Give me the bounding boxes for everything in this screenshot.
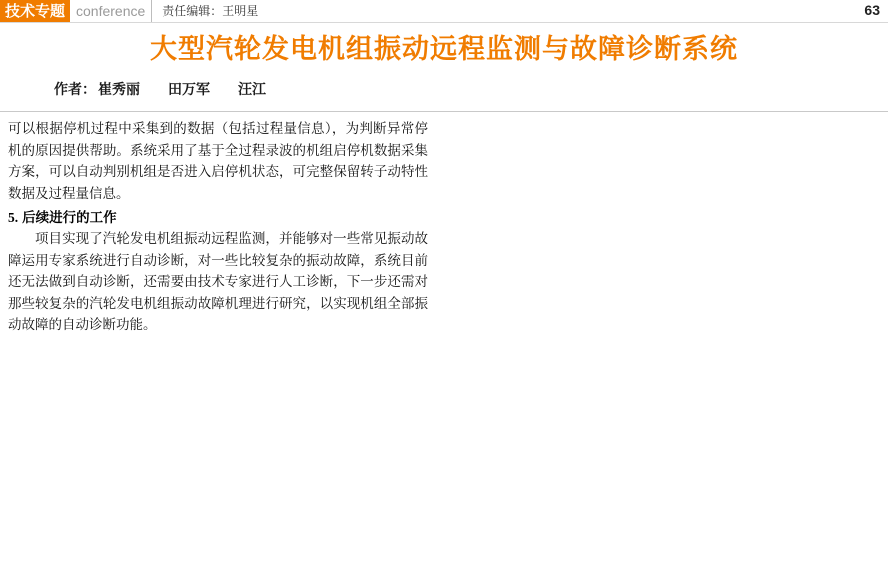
section-title: 后续进行的工作 — [22, 210, 117, 226]
section-number: 5. — [8, 210, 19, 225]
paragraph-2: 项目实现了汽轮发电机组振动远程监测，并能够对一些常见振动故障运用专家系统进行自动诊断，对一些比较复杂的振动故障，系统目前还无法做到自动诊断，还需要由技术专家进行人工诊断，下一步还需对那些较复杂的汽轮发电机组振动故障机理进行研究，以实现机组全部振动故障的自动诊断功能。 — [8, 231, 428, 333]
author-3: 汪江 — [238, 82, 266, 98]
paragraph-1: 可以根据停机过程中采集到的数据（包括过程量信息），为判断异常停机的原因提供帮助。系统采用了基于全过程录波的机组启停机数据采集方案，可以自动判别机组是否进入启停机状态，可完整保留转子动特性数据及过程量信息。 — [8, 121, 428, 202]
authors-row — [0, 79, 888, 99]
section-heading-5 — [8, 207, 428, 229]
author-1: 崔秀丽 — [98, 82, 140, 98]
page-title: 大型汽轮发电机组振动远程监测与故障诊断系统 — [150, 34, 738, 65]
brand-subtitle: conference — [70, 0, 152, 22]
title-block — [0, 33, 888, 67]
brand-tag: 技术专题 — [0, 0, 70, 22]
authors-label: 作者： — [54, 82, 96, 98]
article-body — [8, 119, 428, 337]
author-2: 田万军 — [168, 82, 210, 98]
header-divider — [0, 111, 888, 112]
responsible-editor: 责任编辑：王明星 — [162, 4, 259, 18]
page-number: 63 — [864, 2, 880, 18]
page-header — [0, 0, 888, 23]
header-left-group — [0, 0, 258, 22]
